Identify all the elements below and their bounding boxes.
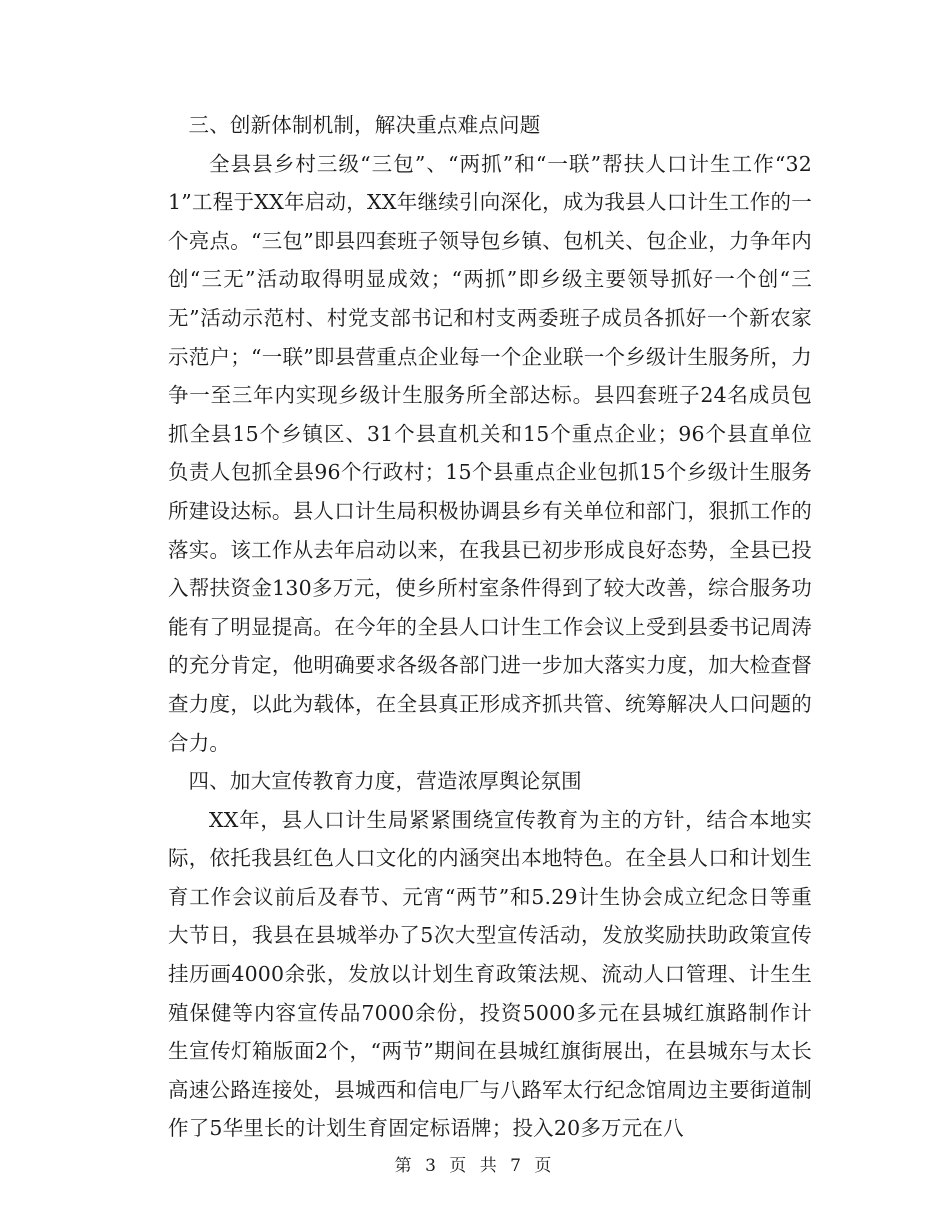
body-paragraph-1: 全县县乡村三级“三包”、“两抓”和“一联”帮扶人口计生工作“321”工程于XX年启动，XX年继续引向深化，成为我县人口计生工作的一个亮点。“三包”即县四套班子领导包乡镇、包机关、包企业，力争年内创“三无”活动取得明显成效；“两抓”即乡级主要领导抓好一个创“三无”活动示范村、村党支部书记和村支两委班子成员各抓好一个新农家示范户；“一联”即县营重点企业每一个企业联一个乡级计生服务所，力争一至三年内实现乡级计生服务所全部达标。县四套班子24名成员包抓全县15个乡镇区、31个县直机关和15个重点企业；96个县直单位负责人包抓全县96个行政村；15个县重点企业包抓15个乡级计生服务所建设达标。县人口计生局积极协调县乡有关单位和部门，狠抓工作的落实。该工作从去年启动以来，在我县已初步形成良好态势，全县已投入帮扶资金130多万元，使乡所村室条件得到了较大改善，综合服务功能有了明显提高。在今年的全县人口计生工作会议上受到县委书记周涛的充分肯定，他明确要求各级各部门进一步加大落实力度，加大检查督查力度，以此为载体，在全县真正形成齐抓共管、统筹解决人口问题的合力。	[168, 151, 812, 755]
page-number-footer: 第 3 页 共 7 页	[394, 1156, 556, 1176]
body-paragraph-2: XX年，县人口计生局紧紧围绕宣传教育为主的方针，结合本地实际，依托我县红色人口文化的内涵突出本地特色。在全县人口和计划生育工作会议前后及春节、元宵“两节”和5.29计生协会成立纪念日等重大节日，我县在县城举办了5次大型宣传活动，发放奖励扶助政策宣传挂历画4000余张，发放以计划生育政策法规、流动人口管理、计生生殖保健等内容宣传品7000余份，投资5000多元在县城红旗路制作计生宣传灯箱版面2个，“两节”期间在县城红旗街展出，在县城东与太长高速公路连接处，县城西和信电厂与八路军太行纪念馆周边主要街道制作了5华里长的计划生育固定标语牌；投入20多万元在八	[168, 807, 812, 1141]
section-heading-3: 三、创新体制机制，解决重点难点问题	[188, 113, 541, 137]
section-heading-4: 四、加大宣传教育力度，营造浓厚舆论氛围	[188, 769, 582, 794]
document-body	[168, 106, 812, 1148]
